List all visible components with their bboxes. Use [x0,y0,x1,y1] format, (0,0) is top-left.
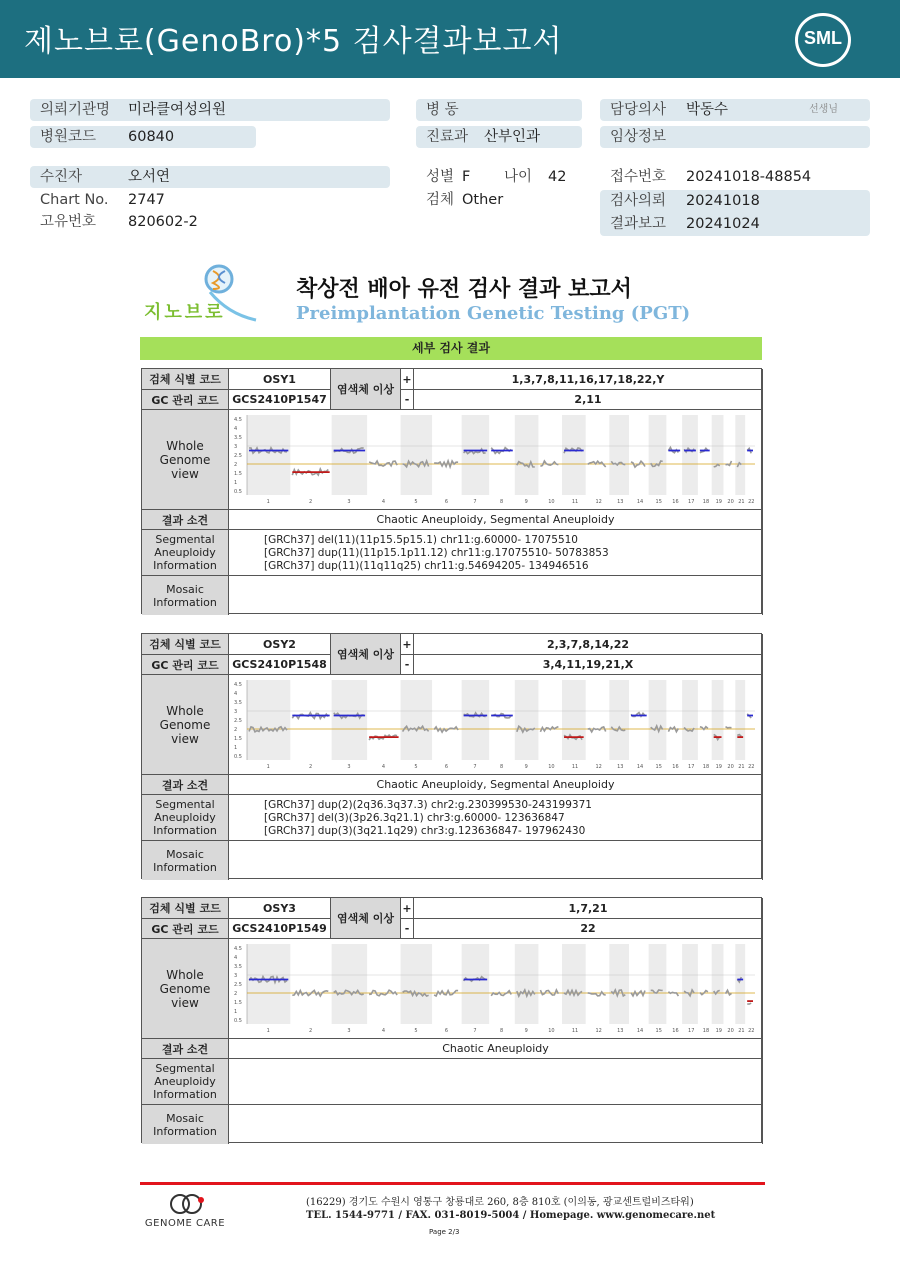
x-tick-label: 2 [308,1028,313,1034]
hospital-code-row [30,126,256,148]
chromosome-band [515,680,539,760]
x-tick-label: 18 [702,499,710,505]
chromosome-band [332,415,367,495]
x-tick-label: 2 [308,764,313,770]
result-value: Chaotic Aneuploidy [229,1039,763,1059]
chromosome-band [562,680,586,760]
x-tick-label: 15 [655,1028,662,1034]
copy-number-trace [726,727,732,728]
x-tick-label: 6 [444,1028,449,1034]
x-tick-label: 20 [727,499,734,505]
footer-contact: TEL. 1544-9771 / FAX. 031-8019-5004 / Homepage. www.genomecare.net [306,1210,716,1221]
x-tick-label: 14 [636,764,644,770]
x-tick-label: 13 [617,499,624,505]
y-tick-label: 3.5 [234,700,242,706]
x-tick-label: 10 [548,499,555,505]
chromosome-band [735,944,745,1024]
x-tick-label: 17 [688,764,695,770]
x-tick-label: 5 [414,499,418,505]
x-tick-label: 8 [499,764,504,770]
doctor-row [600,99,870,121]
ward-label: 병 동 [426,102,459,118]
sample-id-value: OSY2 [229,634,331,655]
x-tick-label: 16 [672,499,679,505]
x-tick-label: 3 [347,1028,351,1034]
chromosome-band [247,415,290,495]
y-tick-label: 4 [234,691,238,697]
y-tick-label: 1.5 [234,1000,242,1006]
institution-value: 미라클여성의원 [128,102,227,118]
whole-genome-label: Whole Genome view [142,939,229,1039]
y-tick-label: 1 [234,480,238,486]
x-tick-label: 21 [738,1028,745,1034]
x-tick-label: 4 [381,764,386,770]
x-tick-label: 10 [548,764,555,770]
chromosome-band [462,944,490,1024]
loss-sign: - [401,390,414,410]
y-tick-label: 1.5 [234,471,242,477]
x-tick-label: 18 [702,764,710,770]
gain-sign: + [401,369,414,390]
chromosome-band [401,944,433,1024]
x-tick-label: 3 [347,499,351,505]
x-tick-label: 1 [266,499,270,505]
gc-code-label: GC 관리 코드 [142,390,229,410]
copy-number-trace [631,461,645,467]
sample-table [141,633,762,879]
copy-number-trace [369,461,397,466]
sample-table [141,368,762,614]
segmental-cell [229,1059,763,1105]
specimen-row [416,189,582,211]
chromosome-band [401,415,433,495]
report-label: 결과보고 [610,216,667,232]
chromosome-band [649,680,667,760]
x-tick-label: 21 [738,764,745,770]
segmental-item: [GRCh37] del(11)(11p15.5p15.1) chr11:g.60000- 17075510 [264,534,578,546]
chromosome-band [609,944,629,1024]
copy-number-trace [726,461,732,465]
gain-chromosomes: 1,3,7,8,11,16,17,18,22,Y [414,369,763,390]
report-title: 착상전 배아 유전 검사 결과 보고서 [296,277,632,302]
y-tick-label: 3.5 [234,435,242,441]
x-tick-label: 11 [571,1028,579,1034]
result-value: Chaotic Aneuploidy, Segmental Aneuploidy [229,510,763,530]
chromosome-band [712,415,724,495]
y-tick-label: 2.5 [234,453,242,459]
id-row [30,211,390,233]
age-value: 42 [548,169,567,185]
x-tick-label: 12 [595,764,602,770]
clinical-row [600,126,870,148]
abnormality-label: 염색체 이상 [331,369,401,410]
y-tick-label: 2 [234,991,238,997]
y-tick-label: 0.5 [234,1018,242,1024]
chromosome-band [712,680,724,760]
segmental-item: [GRCh37] dup(2)(2q36.3q37.3) chr2:g.230399530-243199371 [264,799,592,811]
x-tick-label: 20 [727,1028,734,1034]
x-tick-label: 4 [381,1028,386,1034]
chromosome-band [649,944,667,1024]
patient-value: 오서연 [128,169,171,185]
receipt-value: 20241018-48854 [686,169,812,185]
x-tick-label: 7 [473,764,477,770]
x-tick-label: 1 [266,764,270,770]
abnormality-label: 염색체 이상 [331,898,401,939]
doctor-suffix: 선생님 [809,104,838,115]
segmental-label: Segmental Aneuploidy Information [142,1059,229,1105]
chromosome-band [682,944,698,1024]
chromosome-band [712,944,724,1024]
x-tick-label: 15 [655,499,662,505]
y-tick-label: 0.5 [234,489,242,495]
sml-logo-text: SML [804,28,842,48]
sml-logo [795,13,851,67]
report-value: 20241024 [686,216,760,232]
chart-label: Chart No. [40,192,109,208]
x-tick-label: 9 [524,499,528,505]
gc-code-value: GCS2410P1549 [229,919,331,939]
y-tick-label: 2.5 [234,718,242,724]
dept-label: 진료과 [426,129,469,145]
ward-row [416,99,582,121]
result-value: Chaotic Aneuploidy, Segmental Aneuploidy [229,775,763,795]
receipt-row [600,166,870,188]
copy-number-trace [434,727,458,732]
sample-id-value: OSY1 [229,369,331,390]
x-tick-label: 20 [727,764,734,770]
clinical-label: 임상정보 [610,129,667,145]
y-tick-label: 3 [234,973,238,979]
loss-chromosomes: 2,11 [414,390,763,410]
hospital-code-label: 병원코드 [40,129,97,145]
copy-number-trace [588,727,606,732]
dates-block [600,190,870,236]
patient-row [30,166,390,188]
genobro-logo [140,262,270,324]
segmental-item: [GRCh37] dup(11)(11q11q25) chr11:g.54694205- 134946516 [264,560,589,572]
dept-row [416,126,582,148]
dept-value: 산부인과 [484,129,541,145]
x-tick-label: 19 [715,1028,722,1034]
y-tick-label: 2 [234,727,238,733]
id-value: 820602-2 [128,214,198,230]
genobro-logo-text: 지노브로 [144,302,226,323]
mosaic-label: Mosaic Information [142,841,229,880]
mosaic-label: Mosaic Information [142,1105,229,1144]
y-tick-label: 3.5 [234,964,242,970]
doctor-label: 담당의사 [610,102,667,118]
sample-id-label: 검체 식별 코드 [142,634,229,655]
chromosome-band [332,944,367,1024]
institution-label: 의뢰기관명 [40,102,111,118]
y-tick-label: 1.5 [234,736,242,742]
gc-code-value: GCS2410P1547 [229,390,331,410]
copy-number-trace [540,990,558,995]
y-tick-label: 4 [234,955,238,961]
chromosome-band [332,680,367,760]
gain-sign: + [401,898,414,919]
segmental-item: [GRCh37] dup(11)(11p15.1p11.12) chr11:g.17075510- 50783853 [264,547,609,559]
x-tick-label: 6 [444,499,449,505]
report-subtitle: Preimplantation Genetic Testing (PGT) [296,303,691,324]
y-tick-label: 3 [234,444,238,450]
result-label: 결과 소견 [142,510,229,530]
receipt-label: 접수번호 [610,169,667,185]
x-tick-label: 5 [414,1028,418,1034]
y-tick-label: 2.5 [234,982,242,988]
copy-number-trace [588,992,606,996]
x-tick-label: 8 [499,499,504,505]
x-tick-label: 13 [617,1028,624,1034]
x-tick-label: 7 [473,499,477,505]
chromosome-band [462,680,490,760]
chromosome-band [649,415,667,495]
chromosome-band [462,415,490,495]
gc-code-label: GC 관리 코드 [142,655,229,675]
segmental-list [264,534,609,573]
mosaic-label: Mosaic Information [142,576,229,615]
y-tick-label: 3 [234,709,238,715]
section-title-bar: 세부 검사 결과 [140,337,762,360]
sample-id-label: 검체 식별 코드 [142,369,229,390]
whole-genome-plot [231,940,761,1038]
chromosome-band [515,415,539,495]
y-tick-label: 0.5 [234,754,242,760]
x-tick-label: 16 [672,764,679,770]
mosaic-value [229,841,763,880]
chromosome-band [609,415,629,495]
chromosome-band [562,415,586,495]
segmental-list [264,799,592,838]
mosaic-value [229,576,763,615]
header-bar [0,0,900,78]
y-tick-label: 4 [234,426,238,432]
x-tick-label: 5 [414,764,418,770]
x-tick-label: 11 [571,764,579,770]
footer-address-block [306,1196,715,1222]
chromosome-band [247,944,290,1024]
result-label: 결과 소견 [142,1039,229,1059]
y-tick-label: 4.5 [234,682,242,688]
chromosome-band [682,680,698,760]
doctor-value: 박동수 [686,102,729,118]
gain-chromosomes: 1,7,21 [414,898,763,919]
x-tick-label: 15 [655,764,662,770]
x-tick-label: 22 [748,499,755,505]
request-value: 20241018 [686,193,760,209]
genome-care-text: GENOME CARE [144,1218,226,1229]
sample-id-value: OSY3 [229,898,331,919]
genome-care-symbol-icon [140,1192,235,1218]
sex-value: F [462,169,471,185]
result-label: 결과 소견 [142,775,229,795]
hospital-code-value: 60840 [128,129,175,145]
x-tick-label: 10 [548,1028,555,1034]
x-tick-label: 1 [266,1028,270,1034]
whole-genome-plot [231,676,761,774]
age-label: 나이 [504,169,533,185]
whole-genome-plot [231,411,761,509]
sex-label: 성별 [426,169,455,185]
x-tick-label: 11 [571,499,579,505]
chromosome-band [735,415,745,495]
x-tick-label: 6 [444,764,449,770]
x-tick-label: 7 [473,1028,477,1034]
sample-id-label: 검체 식별 코드 [142,898,229,919]
report-header-title: 제노브로(GenoBro)*5 검사결과보고서 [24,24,563,59]
sex-age-row [416,166,582,188]
x-tick-label: 13 [617,764,624,770]
x-tick-label: 19 [715,499,722,505]
chromosome-band [247,680,290,760]
loss-chromosomes: 22 [414,919,763,939]
institution-row [30,99,390,121]
gain-sign: + [401,634,414,655]
chromosome-band [515,944,539,1024]
loss-sign: - [401,655,414,675]
chart-row [30,189,390,211]
loss-sign: - [401,919,414,939]
x-tick-label: 14 [636,499,644,505]
x-tick-label: 12 [595,499,602,505]
segmental-label: Segmental Aneuploidy Information [142,530,229,576]
segmental-item: [GRCh37] dup(3)(3q21.1q29) chr3:g.123636847- 197962430 [264,825,586,837]
id-label: 고유번호 [40,214,97,230]
x-tick-label: 9 [524,1028,528,1034]
x-tick-label: 3 [347,764,351,770]
x-tick-label: 17 [688,1028,695,1034]
chromosome-band [682,415,698,495]
x-tick-label: 18 [702,1028,710,1034]
copy-number-trace [668,992,678,996]
x-tick-label: 21 [738,499,745,505]
chromosome-band [609,680,629,760]
patient-label: 수진자 [40,169,83,185]
gc-code-value: GCS2410P1548 [229,655,331,675]
x-tick-label: 22 [748,764,755,770]
x-tick-label: 8 [499,1028,504,1034]
y-tick-label: 4.5 [234,417,242,423]
segmental-label: Segmental Aneuploidy Information [142,795,229,841]
chromosome-band [735,680,745,760]
copy-number-trace [747,1003,751,1004]
chart-value: 2747 [128,192,165,208]
specimen-label: 검체 [426,192,455,208]
x-tick-label: 22 [748,1028,755,1034]
whole-genome-label: Whole Genome view [142,675,229,775]
footer-address: (16229) 경기도 수원시 영통구 창룡대로 260, 8층 810호 (이의동, 광교센트럴비즈타워) [306,1197,694,1208]
specimen-value: Other [462,192,504,208]
mosaic-value [229,1105,763,1144]
abnormality-label: 염색체 이상 [331,634,401,675]
x-tick-label: 4 [381,499,386,505]
gc-code-label: GC 관리 코드 [142,919,229,939]
chromosome-band [401,680,433,760]
chromosome-band [562,944,586,1024]
footer-divider [140,1182,765,1185]
x-tick-label: 2 [308,499,313,505]
y-tick-label: 2 [234,462,238,468]
x-tick-label: 17 [688,499,695,505]
copy-number-trace [434,991,458,996]
y-tick-label: 4.5 [234,946,242,952]
x-tick-label: 16 [672,1028,679,1034]
y-tick-label: 1 [234,1009,238,1015]
copy-number-trace [726,990,732,995]
request-label: 검사의뢰 [610,193,667,209]
x-tick-label: 19 [715,764,722,770]
page-number: Page 2/3 [429,1228,460,1236]
y-tick-label: 1 [234,745,238,751]
gain-chromosomes: 2,3,7,8,14,22 [414,634,763,655]
sample-table [141,897,762,1143]
x-tick-label: 12 [595,1028,602,1034]
x-tick-label: 9 [524,764,528,770]
x-tick-label: 14 [636,1028,644,1034]
loss-chromosomes: 3,4,11,19,21,X [414,655,763,675]
segmental-item: [GRCh37] del(3)(3p26.3q21.1) chr3:g.60000- 123636847 [264,812,565,824]
whole-genome-label: Whole Genome view [142,410,229,510]
